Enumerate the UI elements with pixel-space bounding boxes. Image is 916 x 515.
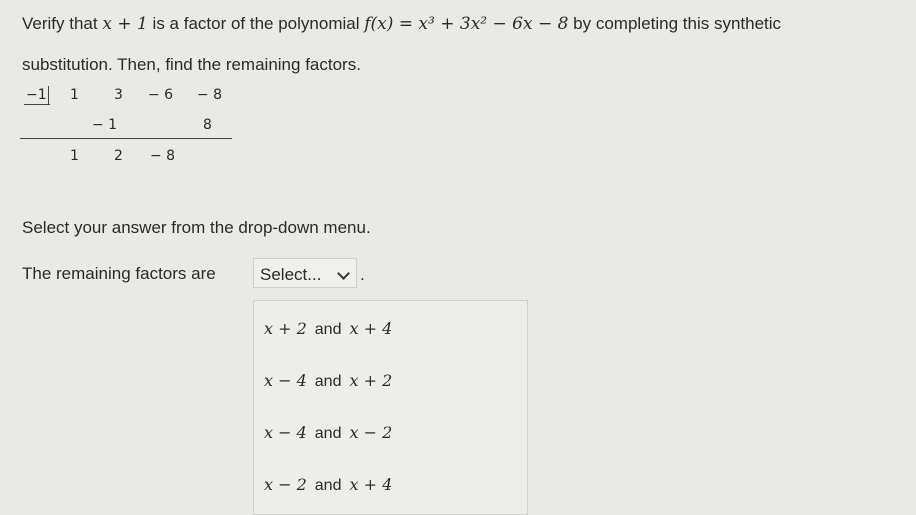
option-4-and: and: [314, 477, 342, 494]
question-line-1: [22, 14, 781, 34]
option-4-factor-a: x − 2: [264, 475, 307, 494]
factors-dropdown[interactable]: [253, 258, 357, 288]
middle-value-1: − 1: [92, 117, 118, 133]
option-1-factor-b: x + 4: [349, 319, 393, 338]
dropdown-menu: [253, 300, 528, 515]
chevron-down-icon: [337, 267, 350, 280]
divisor-underline: [24, 104, 50, 105]
coefficient-2: 3: [114, 87, 123, 103]
dropdown-option-1[interactable]: [264, 315, 514, 343]
option-3-factor-a: x − 4: [264, 423, 307, 442]
coefficient-1: 1: [70, 87, 79, 103]
option-4-factor-b: x + 4: [349, 475, 393, 494]
option-3-factor-b: x − 2: [349, 423, 393, 442]
question-suffix: by completing this synthetic: [573, 14, 782, 33]
coefficient-4: − 8: [197, 87, 223, 103]
divisor-bar: [48, 86, 49, 105]
dropdown-option-3[interactable]: [264, 419, 514, 447]
question-mid: is a factor of the polynomial: [152, 14, 360, 33]
dropdown-option-4[interactable]: [264, 471, 514, 499]
result-line: [20, 138, 232, 139]
result-value-3: − 8: [150, 148, 176, 164]
dropdown-option-2[interactable]: [264, 367, 514, 395]
option-2-factor-b: x + 2: [349, 371, 393, 390]
answer-prompt: The remaining factors are: [22, 264, 216, 283]
option-3-and: and: [314, 425, 342, 442]
result-value-2: 2: [114, 148, 123, 164]
dropdown-selected-value: Select...: [260, 265, 322, 284]
factor-expression: x + 1: [102, 14, 148, 34]
instruction-text: Select your answer from the drop-down menu.: [22, 218, 371, 237]
question-prefix: Verify that: [22, 14, 98, 33]
result-value-1: 1: [70, 148, 79, 164]
question-line-2: substitution. Then, find the remaining factors.: [22, 55, 361, 74]
dropdown-trailing-period: .: [360, 265, 365, 284]
coefficient-3: − 6: [148, 87, 174, 103]
divisor: −1: [26, 87, 47, 103]
option-1-and: and: [314, 321, 342, 338]
polynomial-expression: f(x) = x³ + 3x² − 6x − 8: [364, 14, 569, 34]
option-2-factor-a: x − 4: [264, 371, 307, 390]
option-1-factor-a: x + 2: [264, 319, 307, 338]
middle-value-2: 8: [203, 117, 212, 133]
option-2-and: and: [314, 373, 342, 390]
